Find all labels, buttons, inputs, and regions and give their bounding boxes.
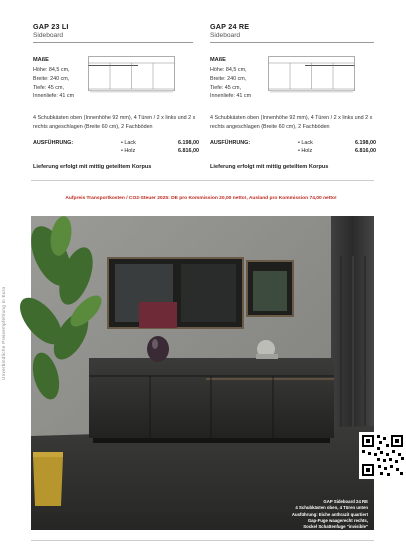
divider: [33, 42, 193, 43]
finish-row: [121, 148, 199, 157]
qr-code[interactable]: [359, 432, 406, 479]
product-type: Sideboard: [210, 32, 241, 39]
caption-title: GAP Sideboard 24 RE: [323, 499, 368, 504]
product-left-header: [33, 22, 193, 39]
section-divider: [31, 180, 374, 181]
product-type: Sideboard: [33, 32, 64, 39]
divider: [210, 42, 374, 43]
spec-depth: Tiefe: 45 cm,: [210, 84, 241, 91]
delivery-note: Lieferung erfolgt mit mittig geteiltem Korpus: [210, 164, 329, 170]
footer-divider: [31, 540, 374, 541]
qr-code-icon: [359, 432, 406, 479]
delivery-note: Lieferung erfolgt mit mittig geteiltem Korpus: [33, 164, 152, 170]
specs-heading: MAßE: [210, 57, 226, 63]
specs-list: [33, 66, 74, 101]
finish-price: 6.816,00: [355, 148, 376, 154]
finishes-label: AUSFÜHRUNG:: [210, 140, 251, 146]
finish-name: • Lack: [298, 140, 313, 146]
spec-depth: Tiefe: 45 cm,: [33, 84, 64, 91]
spec-width: Breite: 240 cm,: [33, 75, 70, 82]
spec-width: Breite: 240 cm,: [210, 75, 247, 82]
caption-line: Maße: B 240 x T 45 x H 84,5 cm: [304, 530, 368, 536]
finish-name: • Holz: [121, 148, 136, 154]
finish-price: 6.198,00: [355, 140, 376, 146]
product-description: 4 Schubkästen oben (Innenhöhe 92 mm), 4 Türen / 2 x links und 2 x rechts angeschlagen (Breite 60 cm), 2 Fachböden: [33, 115, 196, 130]
caption-line: 4 Schubkästen oben, 4 Türen unten: [295, 505, 368, 511]
sideboard-drawing-icon: [268, 56, 355, 93]
sideboard-drawing-icon: [88, 56, 175, 93]
product-description: 4 Schubkästen oben (Innenhöhe 92 mm), 4 Türen / 2 x links und 2 x rechts angeschlagen (Breite 60 cm), 2 Fachböden: [210, 115, 373, 130]
model-name: GAP 24 RE: [210, 22, 250, 31]
finish-price: 6.198,00: [178, 140, 199, 146]
caption-line: Ausführung: Eiche anthrazit quartiert: [291, 511, 368, 517]
finish-price: 6.816,00: [178, 148, 199, 154]
caption-line: Sockel Schattenfuge "invisible": [303, 524, 368, 530]
spec-height: Höhe: 84,5 cm,: [33, 67, 70, 73]
finish-row: [298, 148, 376, 157]
transport-notice: Aufpreis Transportkosten / CO2-Steuer 2025: DE pro Kommission 20,00 netto!, Ausland pro Kommission 74,00 netto!: [65, 196, 337, 201]
spec-height: Höhe: 84,5 cm,: [210, 67, 247, 73]
product-right-header: [210, 22, 370, 39]
photo-caption: [292, 499, 368, 537]
finish-name: • Holz: [298, 148, 313, 154]
spec-inner-depth: Innenliefe: 41 cm: [210, 93, 252, 100]
finishes-label: AUSFÜHRUNG:: [33, 140, 74, 146]
spec-inner-depth: Innenliefe: 41 cm: [33, 93, 75, 100]
finish-name: • Lack: [121, 140, 136, 146]
specs-list: [210, 66, 251, 101]
caption-line: Gap-Fuge waagerecht rechts,: [307, 517, 368, 523]
price-disclaimer: Unverbindliche Preisempfehlung in Euro: [1, 286, 6, 380]
product-photo: [31, 216, 374, 536]
model-name: GAP 23 LI: [33, 22, 69, 31]
room-scene-image: [31, 216, 374, 530]
specs-heading: MAßE: [33, 57, 49, 63]
